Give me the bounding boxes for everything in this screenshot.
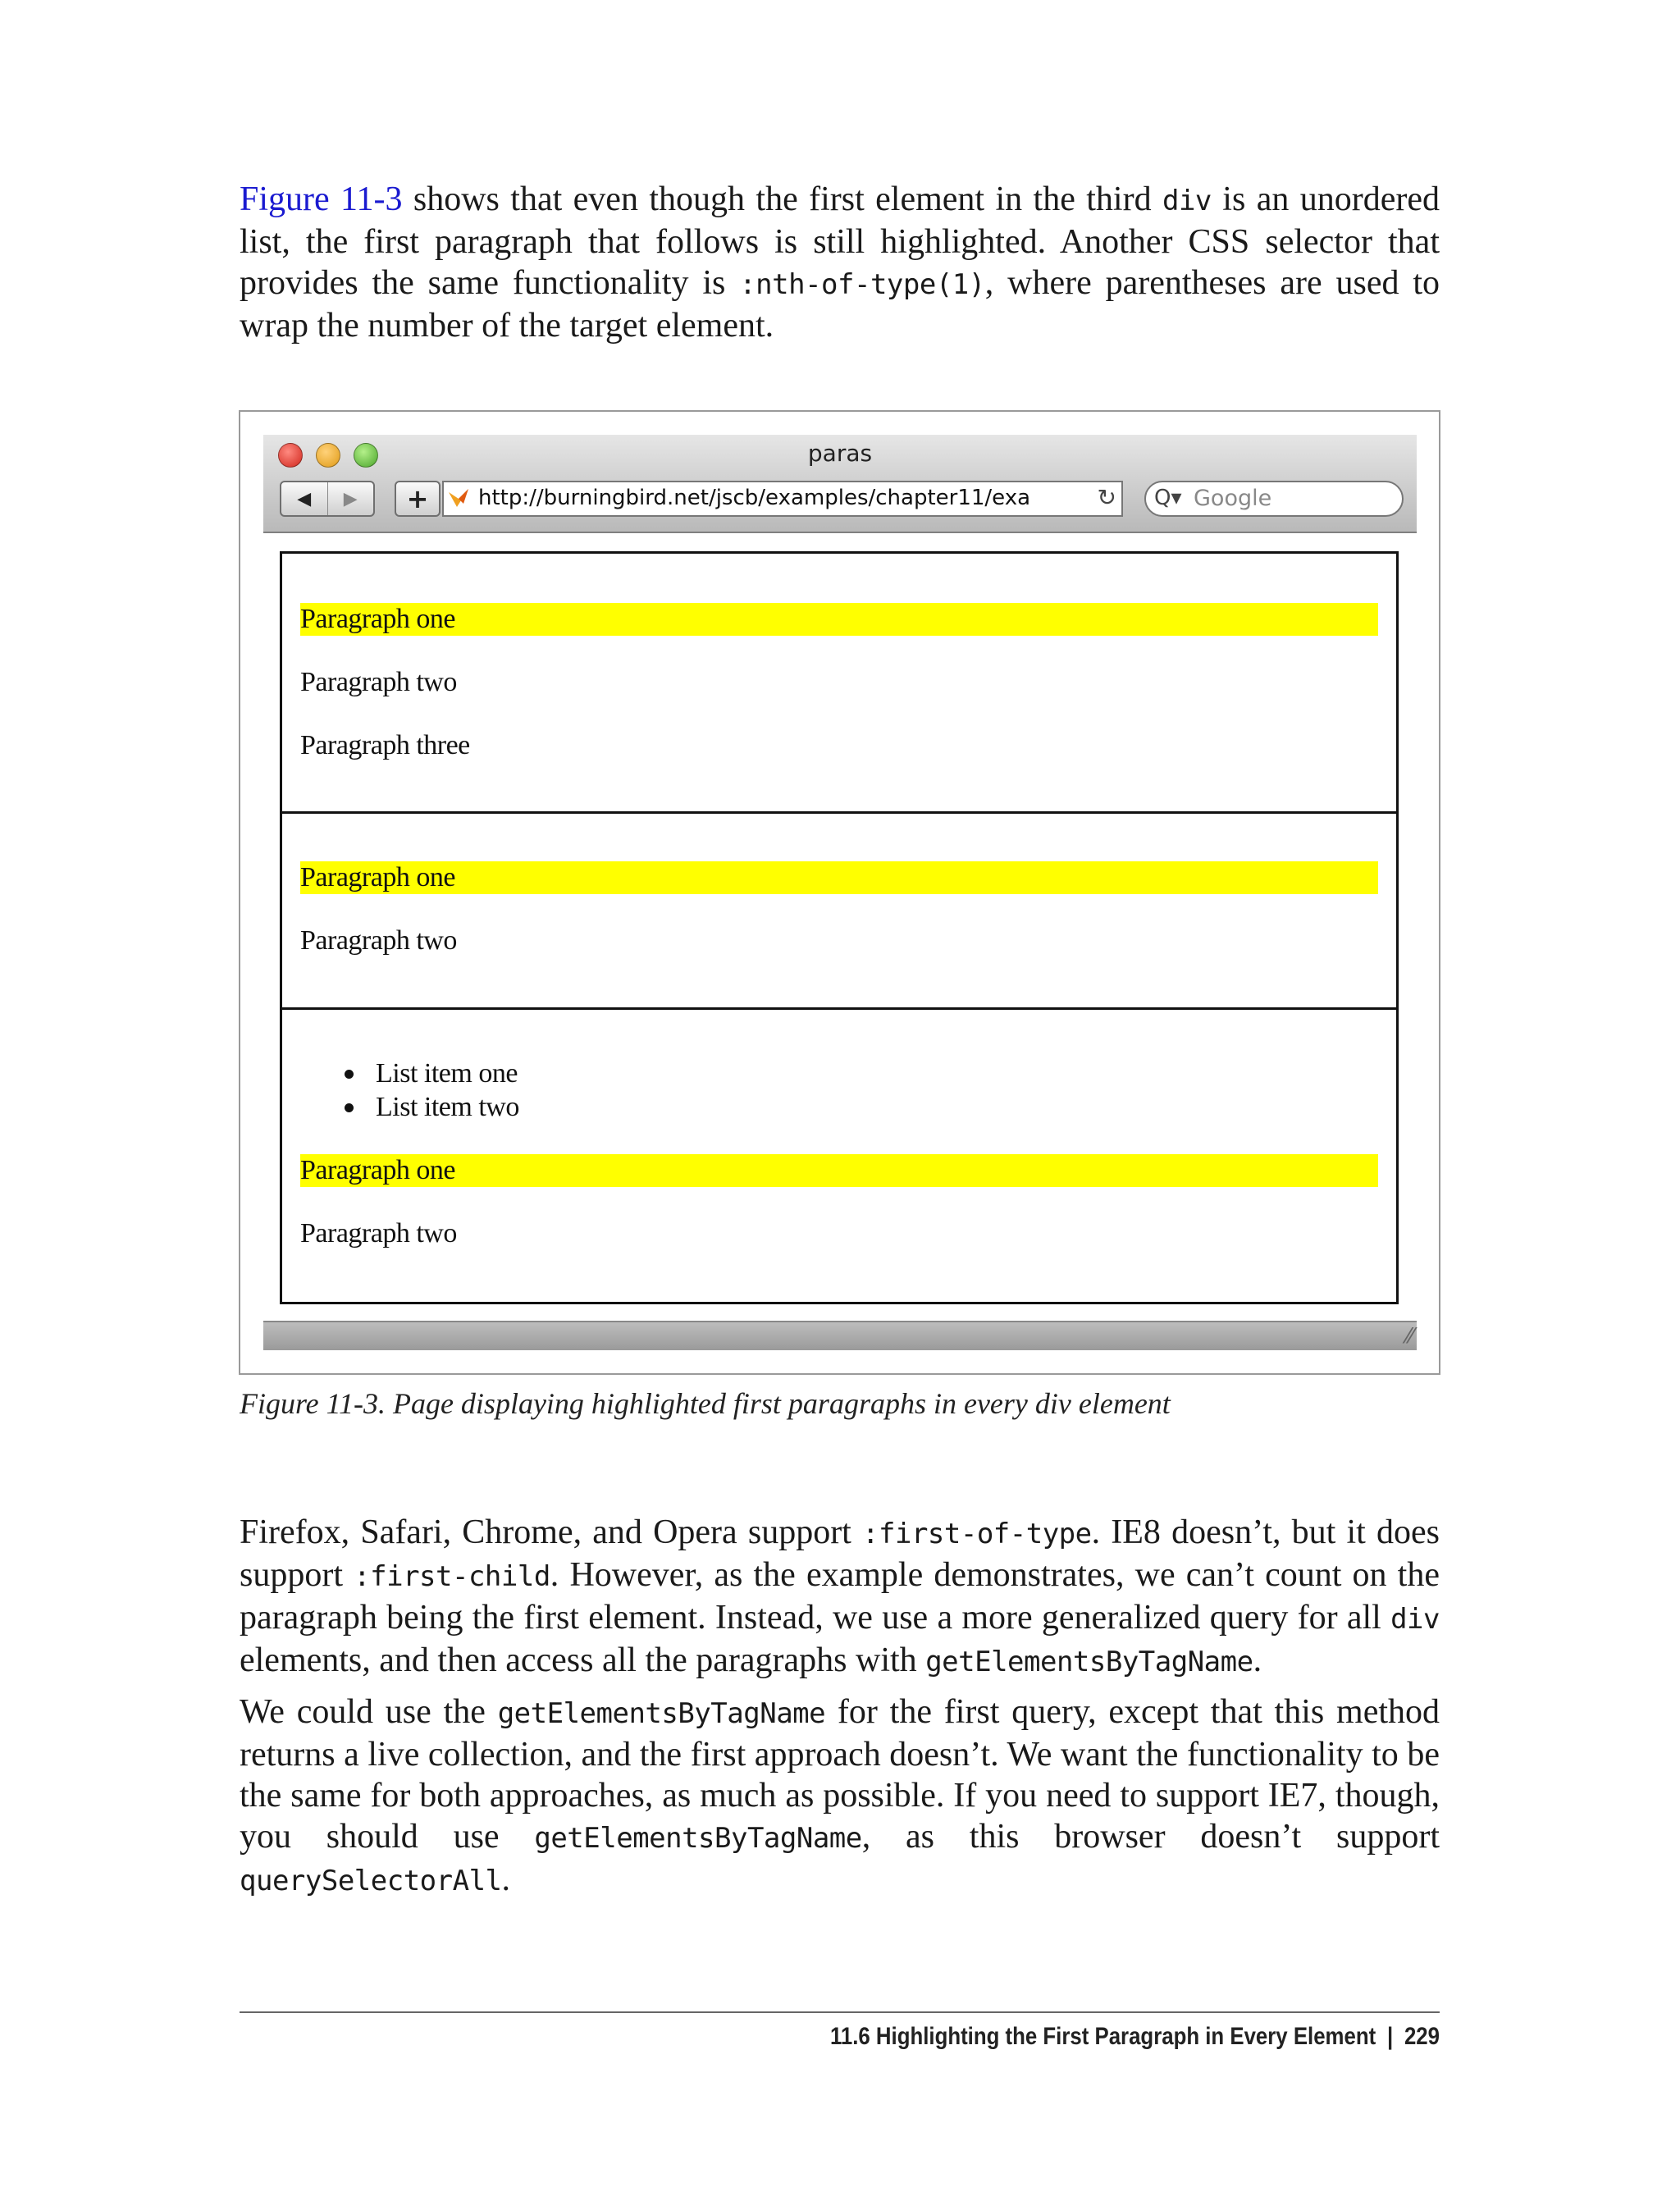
text-run: . <box>1253 1641 1262 1679</box>
highlighted-paragraph: Paragraph one <box>300 603 1378 636</box>
resize-grip-icon[interactable]: ⁄⁄ <box>1406 1324 1413 1349</box>
browser-window <box>263 435 1417 1350</box>
text-run: shows that even though the first element in the third <box>402 180 1162 218</box>
status-bar <box>263 1321 1417 1350</box>
list-item: List item two <box>376 1092 519 1122</box>
text-run: Firefox, Safari, Chrome, and Opera support <box>240 1513 863 1551</box>
list-item: List item one <box>376 1058 518 1089</box>
paragraph: Paragraph two <box>300 925 457 956</box>
code-first-of-type: :first-of-type <box>862 1518 1092 1550</box>
url-text: http://burningbird.net/jscb/examples/chapter11/exa <box>478 486 1031 510</box>
code-first-child: :first-child <box>354 1560 550 1593</box>
div-box-1 <box>280 551 1399 814</box>
code-div: div <box>1162 185 1212 217</box>
search-icon: Q▾ <box>1154 486 1182 510</box>
browser-toolbar <box>263 435 1417 533</box>
footer-rule <box>240 2011 1440 2013</box>
paragraph: Paragraph three <box>300 730 470 760</box>
footer-separator: | <box>1386 2023 1394 2050</box>
paragraph: Paragraph two <box>300 1218 457 1249</box>
search-field[interactable] <box>1144 481 1404 517</box>
text-run: , where parentheses are used to wrap the number of the target element. <box>240 264 1440 345</box>
code-getElementsByTagName: getElementsByTagName <box>534 1822 862 1855</box>
figure-reference-link[interactable]: Figure 11-3 <box>240 180 403 218</box>
text-run: . IE8 doesn’t, but it does support <box>240 1513 1440 1594</box>
code-querySelectorAll: querySelectorAll <box>240 1865 502 1897</box>
text-run: elements, and then access all the paragraphs with <box>240 1641 926 1679</box>
add-bookmark-button[interactable]: + <box>395 481 441 517</box>
page-number: 229 <box>1404 2023 1440 2050</box>
highlighted-paragraph: Paragraph one <box>300 861 1378 894</box>
running-section-title: 11.6 Highlighting the First Paragraph in Every Element <box>829 2023 1376 2050</box>
back-button[interactable]: ◀ <box>297 488 312 509</box>
code-div: div <box>1390 1603 1440 1636</box>
figure-11-3 <box>239 410 1440 1375</box>
reload-icon[interactable]: ↻ <box>1097 484 1116 511</box>
code-getElementsByTagName: getElementsByTagName <box>497 1697 826 1730</box>
intro-paragraph <box>240 179 1440 346</box>
bullet-icon <box>345 1070 354 1079</box>
div-box-3 <box>280 1007 1399 1304</box>
body-paragraph-1 <box>240 1512 1440 1682</box>
figure-caption: Figure 11-3. Page displaying highlighted first paragraphs in every div element <box>240 1387 1171 1420</box>
text-run: . However, as the example demonstrates, we can’t count on the paragraph being the first element. Instead, we use a more generalized query for all <box>240 1556 1440 1637</box>
address-bar[interactable] <box>442 481 1123 517</box>
text-run: is an unordered list, the first paragraph that follows is still highlighted. Another CSS selector that provides the same functionality is <box>240 180 1440 302</box>
text-run: . <box>501 1860 511 1898</box>
search-placeholder: Google <box>1194 486 1272 511</box>
body-paragraph-2 <box>240 1691 1440 1901</box>
page-viewport <box>263 533 1417 1321</box>
text-run: , as this browser doesn’t support <box>861 1818 1440 1856</box>
paragraph: Paragraph two <box>300 667 457 697</box>
page-footer <box>830 2023 1440 2051</box>
text-run: We could use the <box>240 1693 498 1731</box>
code-nth-of-type: :nth-of-type(1) <box>739 268 985 301</box>
text-run: for the first query, except that this method returns a live collection, and the first approach doesn’t. We want the functionality to be the same for both approaches, as much as possible. If you need to support IE7, though, you should use <box>240 1693 1440 1856</box>
div-box-2 <box>280 811 1399 1010</box>
site-favicon-icon <box>447 487 470 510</box>
code-getElementsByTagName: getElementsByTagName <box>925 1646 1253 1678</box>
forward-button[interactable]: ▶ <box>327 482 374 515</box>
bullet-icon <box>345 1103 354 1112</box>
window-title: paras <box>807 440 873 467</box>
nav-button-group <box>280 481 375 517</box>
highlighted-paragraph: Paragraph one <box>300 1154 1378 1187</box>
